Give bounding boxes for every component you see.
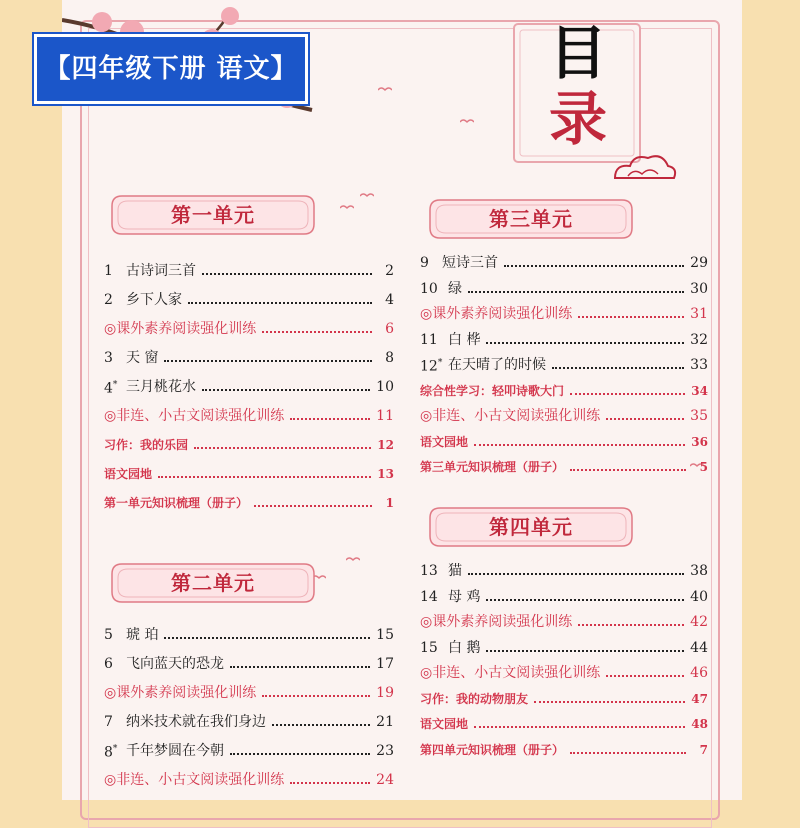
toc-entry-title: 乡下人家	[126, 292, 182, 308]
toc-page-number: 2	[385, 263, 394, 279]
bird-icon	[340, 204, 354, 210]
toc-leader-dots	[202, 389, 370, 391]
toc-page-number: 11	[376, 408, 394, 424]
toc-entry-title: 习作：我的乐园	[104, 438, 189, 452]
toc-entry-number: 14	[420, 588, 438, 605]
toc-page-number: 30	[690, 280, 708, 297]
toc-entry-title: 猫	[448, 563, 462, 579]
toc-leader-dots	[606, 418, 684, 420]
toc-leader-dots	[254, 505, 372, 507]
cloud-ornament-icon	[610, 150, 680, 184]
toc-page-number: 31	[690, 306, 708, 322]
toc-entry	[420, 250, 708, 276]
bird-icon	[378, 86, 392, 92]
toc-leader-dots	[194, 447, 371, 449]
toc-entry	[420, 429, 708, 455]
toc-entry-title: 短诗三首	[442, 255, 498, 271]
bird-icon	[346, 556, 360, 562]
toc-entry-title: 母 鸡	[448, 588, 481, 605]
toc-leader-dots	[290, 418, 370, 420]
toc-entry-number: 1	[104, 263, 113, 279]
toc-entry-number: 15	[420, 639, 438, 656]
toc-entry-title: ◎课外素养阅读强化训练	[104, 321, 257, 337]
toc-entry	[420, 378, 708, 404]
toc-leader-dots	[272, 724, 370, 726]
toc-entry	[420, 403, 708, 429]
toc-leader-dots	[486, 342, 684, 344]
toc-page-number: 8	[385, 350, 394, 366]
toc-leader-dots	[290, 782, 370, 784]
toc-page-number: 33	[690, 357, 708, 373]
toc-leader-dots	[468, 291, 684, 293]
toc-leader-dots	[202, 273, 372, 275]
toc-entry-number: 12*	[420, 358, 443, 375]
toc-leader-dots	[578, 316, 684, 318]
toc-page-number: 1	[385, 496, 394, 510]
toc-page-number: 4	[385, 292, 394, 308]
toc-entry-number: 8*	[104, 744, 118, 761]
toc-entry	[104, 680, 394, 706]
toc-leader-dots	[606, 675, 684, 677]
toc-entry	[420, 635, 708, 661]
toc-leader-dots	[486, 599, 684, 601]
toc-page-number: 46	[690, 665, 708, 681]
toc-entry-title: ◎课外素养阅读强化训练	[420, 306, 573, 322]
toc-entry-title: 习作：我的动物朋友	[420, 691, 529, 706]
toc-entry	[104, 374, 394, 400]
toc-entry-number: 11	[420, 331, 438, 348]
toc-entry-title: ◎非连、小古文阅读强化训练	[104, 772, 285, 788]
toc-entry	[420, 686, 708, 712]
toc-entry-title: 古诗词三首	[126, 263, 196, 279]
toc-entry-title: 纳米技术就在我们身边	[126, 714, 266, 730]
toc-entry	[104, 403, 394, 429]
toc-entry	[104, 287, 394, 313]
toc-entry	[420, 327, 708, 353]
toc-page-number: 40	[690, 588, 708, 605]
toc-entry	[420, 737, 708, 763]
toc-entry-title: 综合性学习：轻叩诗歌大门	[420, 383, 565, 398]
toc-entry-number: 13	[420, 563, 438, 579]
toc-page-number: 7	[699, 742, 708, 757]
toc-entry-number: 2	[104, 292, 113, 308]
toc-entry	[420, 609, 708, 635]
toc-entry	[104, 258, 394, 284]
grade-banner: 【四年级下册 语文】	[34, 34, 308, 104]
toc-leader-dots	[262, 695, 370, 697]
unit-header-3	[426, 196, 636, 242]
toc-page-number: 23	[376, 743, 394, 759]
toc-leader-dots	[552, 367, 684, 369]
toc-entry-number: 5	[104, 627, 113, 643]
toc-entry	[104, 651, 394, 677]
toc-entry	[104, 490, 394, 516]
toc-entry-title: ◎课外素养阅读强化训练	[420, 614, 573, 630]
toc-leader-dots	[158, 476, 371, 478]
title-char-1: 目	[548, 19, 607, 87]
unit-header-4	[426, 504, 636, 550]
toc-entry	[420, 584, 708, 610]
toc-leader-dots	[504, 265, 684, 267]
toc-entry-title: 语文园地	[420, 717, 469, 731]
title-char-2: 录	[548, 85, 607, 153]
toc-entry	[104, 345, 394, 371]
toc-page-number: 6	[385, 321, 394, 337]
toc-page-number: 29	[690, 255, 708, 271]
toc-entry-title: 三月桃花水	[126, 379, 196, 395]
toc-page-number: 42	[690, 614, 708, 630]
toc-entry-title: 语文园地	[104, 467, 153, 481]
toc-leader-dots	[468, 573, 684, 575]
unit-header-2	[108, 560, 318, 606]
toc-entry	[420, 711, 708, 737]
toc-leader-dots	[570, 752, 686, 754]
toc-leader-dots	[570, 393, 685, 395]
toc-entry-title: ◎非连、小古文阅读强化训练	[420, 408, 601, 424]
toc-entry	[104, 316, 394, 342]
toc-entry-number: 4*	[104, 380, 118, 397]
toc-page-number: 17	[376, 656, 394, 672]
toc-entry	[420, 558, 708, 584]
toc-entry	[420, 352, 708, 378]
toc-entry-title: 绿	[448, 280, 462, 297]
toc-page-number: 36	[691, 434, 708, 449]
toc-entry-title: 在天晴了的时候	[448, 357, 546, 373]
toc-entry	[104, 767, 394, 793]
unit-header-1	[108, 192, 318, 238]
toc-leader-dots	[188, 302, 372, 304]
toc-entry-title: ◎课外素养阅读强化训练	[104, 685, 257, 701]
unit-title: 第二单元	[171, 571, 255, 595]
toc-entry-title: 白 鹅	[448, 639, 481, 656]
toc-page-number: 38	[690, 563, 708, 579]
toc-entry-title: 第四单元知识梳理（册子）	[420, 742, 565, 757]
toc-leader-dots	[474, 726, 685, 728]
toc-page-number: 13	[377, 467, 394, 481]
toc-entry-title: ◎非连、小古文阅读强化训练	[420, 665, 601, 681]
unit-title: 第一单元	[171, 203, 255, 227]
toc-entry-title: 飞向蓝天的恐龙	[126, 656, 224, 672]
toc-page-number: 21	[376, 714, 394, 730]
toc-page-number: 24	[376, 772, 394, 788]
toc-page-number: 10	[376, 379, 394, 395]
toc-entry	[104, 709, 394, 735]
toc-entry	[104, 738, 394, 764]
toc-entry-title: 千年梦圆在今朝	[126, 743, 224, 759]
toc-entry-title: 天 窗	[126, 350, 159, 366]
toc-page-number: 12	[377, 438, 394, 452]
toc-leader-dots	[164, 360, 372, 362]
toc-page-number: 47	[691, 691, 708, 706]
page-title	[518, 20, 638, 160]
toc-leader-dots	[474, 444, 685, 446]
toc-page-number: 32	[690, 331, 708, 348]
unit-title: 第四单元	[489, 515, 573, 539]
toc-entry-number: 7	[104, 714, 113, 730]
toc-page-number: 35	[690, 408, 708, 424]
toc-page-number: 34	[691, 383, 708, 398]
toc-page-number: 44	[690, 639, 708, 656]
bird-icon	[360, 192, 374, 198]
toc-leader-dots	[534, 701, 685, 703]
toc-entry-number: 6	[104, 656, 113, 672]
toc-entry-number: 10	[420, 280, 438, 297]
toc-page-number: 48	[691, 717, 708, 731]
toc-page-number: 5	[699, 460, 708, 474]
toc-leader-dots	[486, 650, 684, 652]
bird-icon	[460, 118, 474, 124]
toc-entry	[104, 461, 394, 487]
toc-entry	[420, 660, 708, 686]
toc-entry	[104, 432, 394, 458]
unit-title: 第三单元	[489, 207, 573, 231]
toc-leader-dots	[164, 637, 370, 639]
toc-entry-title: ◎非连、小古文阅读强化训练	[104, 408, 285, 424]
toc-leader-dots	[578, 624, 684, 626]
toc-entry	[420, 276, 708, 302]
toc-entry-title: 第三单元知识梳理（册子）	[420, 460, 565, 474]
toc-entry	[420, 301, 708, 327]
toc-entry-title: 语文园地	[420, 434, 469, 449]
toc-page-number: 15	[376, 627, 394, 643]
toc-entry-number: 9	[420, 255, 429, 271]
toc-entry-title: 琥 珀	[126, 627, 159, 643]
toc-leader-dots	[570, 469, 686, 471]
toc-entry	[420, 454, 708, 480]
toc-leader-dots	[262, 331, 372, 333]
toc-entry-title: 第一单元知识梳理（册子）	[104, 496, 249, 510]
toc-entry-title: 白 桦	[448, 331, 481, 348]
toc-page-number: 19	[376, 685, 394, 701]
toc-leader-dots	[230, 753, 370, 755]
toc-entry	[104, 622, 394, 648]
toc-entry-number: 3	[104, 350, 113, 366]
toc-leader-dots	[230, 666, 370, 668]
